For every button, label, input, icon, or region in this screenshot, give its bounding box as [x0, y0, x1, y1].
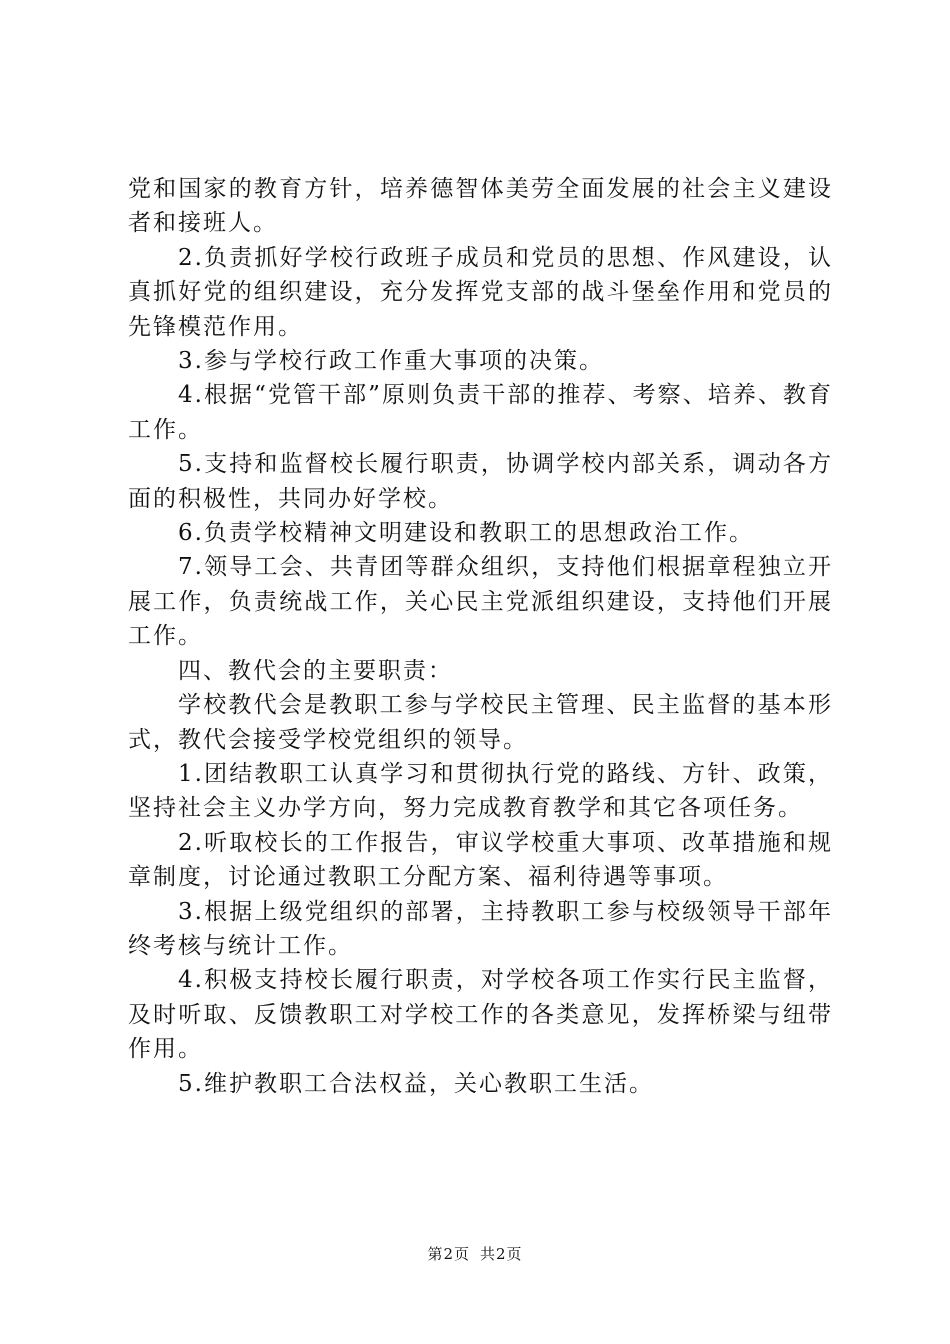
paragraph-congress-item-5: 5.维护教职工合法权益，关心教职工生活。: [178, 1070, 654, 1097]
paragraph-party-item-2: 2.负责抓好学校行政班子成员和党员的思想、作风建设，认真抓好党的组织建设，充分发挥党支部的战斗堡垒作用和党员的先锋模范作用。: [128, 244, 833, 340]
page-footer: [0, 1243, 950, 1264]
paragraph-party-item-5: 5.支持和监督校长履行职责，协调学校内部关系，调动各方面的积极性，共同办好学校。: [128, 451, 833, 512]
paragraph-congress-item-1: 1.团结教职工认真学习和贯彻执行党的路线、方针、政策，坚持社会主义办学方向，努力完成教育教学和其它各项任务。: [128, 760, 833, 822]
paragraph-party-item-3: 3.参与学校行政工作重大事项的决策。: [178, 348, 604, 375]
paragraph-congress-item-4: 4.积极支持校长履行职责，对学校各项工作实行民主监督，及时听取、反馈教职工对学校工作的各类意见，发挥桥梁与纽带作用。: [128, 967, 833, 1063]
document-body: [128, 172, 833, 1101]
paragraph-party-item-4: 4.根据“党管干部”原则负责干部的推荐、考察、培养、教育工作。: [128, 382, 833, 443]
paragraph-congress-item-2: 2.听取校长的工作报告，审议学校重大事项、改革措施和规章制度，讨论通过教职工分配方案、福利待遇等事项。: [128, 829, 833, 891]
paragraph-party-item-7: 7.领导工会、共青团等群众组织，支持他们根据章程独立开展工作，负责统战工作，关心民主党派组织建设，支持他们开展工作。: [128, 554, 833, 650]
paragraph-party-item-6: 6.负责学校精神文明建设和教职工的思想政治工作。: [178, 520, 754, 547]
paragraph-congress-item-3: 3.根据上级党组织的部署，主持教职工参与校级领导干部年终考核与统计工作。: [128, 898, 833, 959]
page-total: 共2页: [480, 1245, 523, 1263]
section-heading: 四、教代会的主要职责：: [178, 657, 453, 684]
paragraph-continuation: 党和国家的教育方针，培养德智体美劳全面发展的社会主义建设者和接班人。: [128, 176, 833, 237]
page-number: 第2页: [427, 1245, 470, 1263]
paragraph-section-intro: 学校教代会是教职工参与学校民主管理、民主监督的基本形式，教代会接受学校党组织的领导。: [128, 692, 833, 753]
